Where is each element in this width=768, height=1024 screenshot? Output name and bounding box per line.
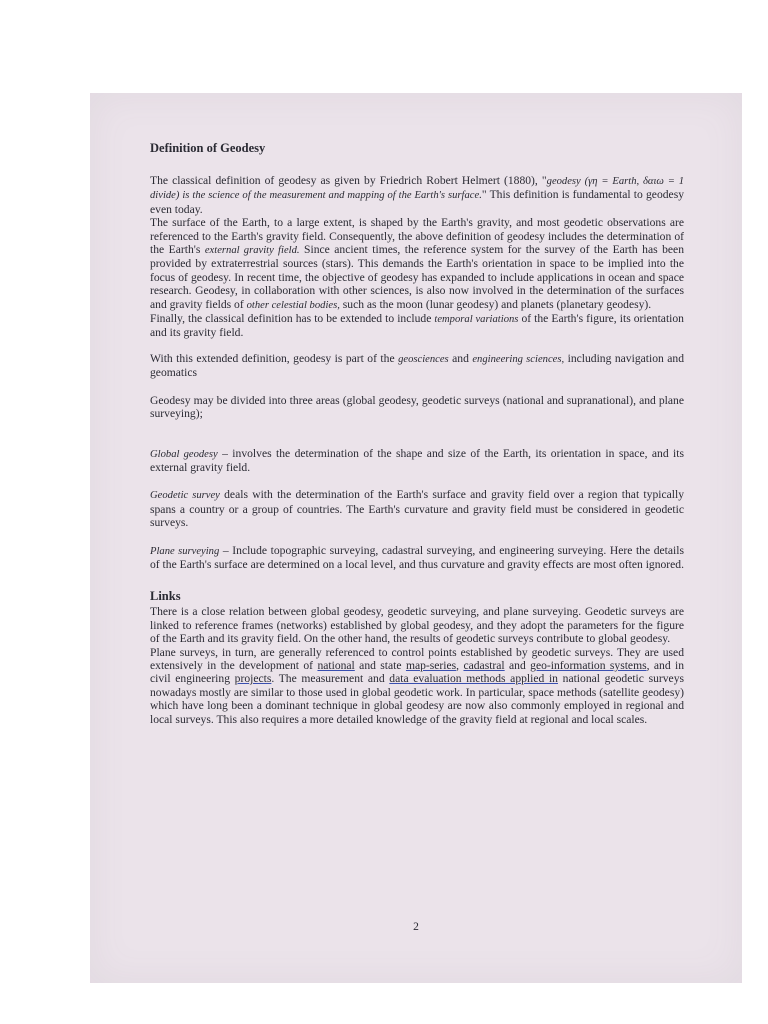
paragraph-extended-definition bbox=[150, 352, 684, 380]
paragraph-plane-surveys bbox=[150, 646, 684, 726]
text-run: The classical definition of geodesy as given by Friedrich Robert Helmert (1880), " bbox=[150, 174, 547, 187]
text-run: Finally, the classical definition has to be extended to include bbox=[150, 312, 435, 326]
paragraph-helmert-definition bbox=[150, 174, 684, 216]
text-run: such as the moon (lunar geodesy) and planets (planetary geodesy). bbox=[339, 297, 652, 311]
heading-links: Links bbox=[150, 589, 181, 604]
underlined-term: data evaluation methods applied in bbox=[389, 672, 558, 686]
paragraph-close-relation: There is a close relation between global geodesy, geodetic surveying, and plane surveying. Geodetic surveys are linked to reference frames (networks) established by global geodesy, and they adopt the parameters for the figure of the Earth and its gravity field. On the other hand, the results of geodetic surveys contribute to global geodesy. bbox=[150, 605, 684, 646]
text-run: With this extended definition, geodesy is part of the bbox=[150, 351, 399, 365]
underlined-term: projects bbox=[234, 672, 272, 686]
text-run: . The measurement and bbox=[271, 672, 390, 686]
paragraph-three-areas: Geodesy may be divided into three areas (global geodesy, geodetic surveys (national and supranational), and plane surveying); bbox=[150, 393, 684, 421]
paragraph-global-geodesy bbox=[150, 447, 684, 475]
text-run: , bbox=[456, 658, 464, 672]
italic-term: Plane surveying bbox=[150, 545, 220, 557]
text-run: and bbox=[448, 351, 473, 365]
text-run: deals with the determination of the Earth's surface and gravity field over a region that typically spans a country or a group of countries. The Earth's curvature and gravity field must be considered in geodetic surveys. bbox=[150, 488, 684, 530]
italic-quote: geodesy (γη = Earth, δαιω = 1 divide) is the science of the measurement and mapping of the Earth's surface. bbox=[150, 176, 685, 202]
text-run: , and in civil engineering bbox=[150, 658, 685, 686]
italic-term: engineering sciences, bbox=[472, 353, 565, 365]
italic-term: external gravity field. bbox=[204, 245, 300, 257]
text-run: and bbox=[504, 658, 531, 672]
page-number: 2 bbox=[413, 921, 419, 933]
underlined-term: national bbox=[317, 658, 355, 672]
text-run: – involves the determination of the shape and size of the Earth, its orientation in space, and its external gravity field. bbox=[150, 446, 684, 474]
document-page bbox=[90, 93, 742, 983]
paragraph-earth-surface bbox=[150, 216, 684, 312]
heading-definition-of-geodesy: Definition of Geodesy bbox=[150, 141, 266, 155]
italic-term: geosciences bbox=[398, 353, 449, 365]
text-run: including navigation and geomatics bbox=[150, 351, 684, 380]
italic-term: other celestial bodies, bbox=[246, 299, 340, 311]
text-run: Since ancient times, the reference system for the survey of the Earth has been provided by extraterrestrial sources (stars). This demands the Earth's orientation in space to be implied into the focus of geodesy. In recent time, the objective of geodesy has expanded to include applications in ocean and space research. Geodesy, in collaboration with other sciences, is also now involved in the determination of the surfaces and gravity fields of bbox=[150, 243, 684, 311]
text-run: of the Earth's figure, its orientation and its gravity field. bbox=[150, 312, 684, 340]
text-run: national geodetic surveys nowadays mostly are similar to those used in global geodetic work. In particular, space methods (satellite geodesy) which have long been a dominant technique in global geodesy are now also commonly employed in regional and local surveys. This also requires a more detailed knowledge of the gravity field at regional and local scales. bbox=[150, 672, 685, 726]
underlined-term: geo-information systems bbox=[530, 658, 647, 672]
underlined-term: map-series bbox=[405, 658, 457, 672]
text-run: and state bbox=[354, 658, 406, 672]
text-run: " This definition is fundamental to geodesy even today. bbox=[150, 188, 685, 216]
italic-term: temporal variations bbox=[434, 314, 519, 326]
italic-term: Global geodesy bbox=[150, 448, 218, 460]
text-run: The surface of the Earth, to a large extent, is shaped by the Earth's gravity, and most geodetic observations are referenced to the Earth's gravity field. Consequently, the above definition of geodesy includes the determination of the Earth's bbox=[150, 216, 684, 257]
paragraph-plane-surveying bbox=[150, 544, 684, 572]
paragraph-geodetic-survey bbox=[150, 488, 684, 529]
italic-term: Geodetic survey bbox=[150, 490, 220, 502]
text-run: – Include topographic surveying, cadastral surveying, and engineering surveying. Here the details of the Earth's surface are determined on a local level, and thus curvature and gravity effects are most often ignored. bbox=[150, 543, 685, 571]
underlined-term: cadastral bbox=[463, 658, 505, 672]
text-run: Plane surveys, in turn, are generally referenced to control points established by geodetic surveys. They are used extensively in the development of bbox=[150, 645, 684, 672]
paragraph-temporal-variations bbox=[150, 312, 684, 340]
